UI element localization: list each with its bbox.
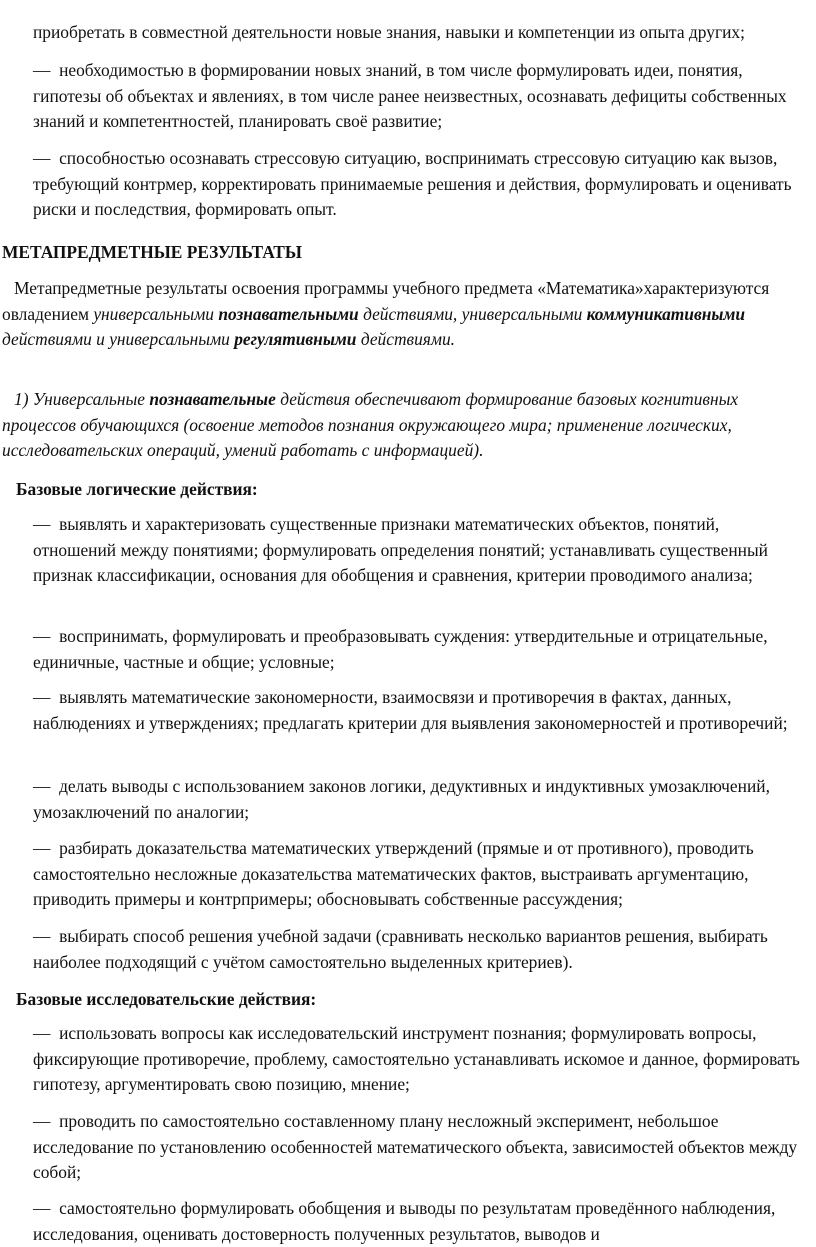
point-paragraph: [2, 387, 806, 464]
list-item: — использовать вопросы как исследовательский инструмент познания; формулировать вопросы, фиксирующие противоречие, проблему, самостоятельно устанавливать искомое и данное, формировать гипотезу, аргументировать свою позицию, мнение;: [33, 1023, 800, 1094]
list-item: — выбирать способ решения учебной задачи (сравнивать несколько вариантов решения, выбирать наиболее подходящий с учётом самостоятельно выделенных критериев).: [33, 926, 768, 972]
intro-italic: действиями, универсальными: [358, 303, 587, 324]
intro-italic: действиями и универсальными: [2, 329, 235, 349]
point-bold-italic: познавательные: [149, 389, 276, 409]
intro-bold-italic: регулятивными: [234, 329, 357, 349]
list-item: — проводить по самостоятельно составленному плану несложный эксперимент, небольшое исследование по установлению особенностей математического объекта, зависимостей объектов между собой;: [33, 1111, 798, 1182]
subheading-logical: Базовые логические действия:: [16, 479, 258, 499]
intro-paragraph: [2, 276, 806, 353]
intro-bold-italic: познавательными: [218, 303, 359, 324]
list-item: — способностью осознавать стрессовую ситуацию, воспринимать стрессовую ситуацию как вызов, требующий контрмер, корректировать принимаемые решения и действия, формулировать и оценивать риски и последствия, формировать опыт.: [33, 148, 792, 219]
point-italic: 1) Универсальные: [14, 389, 150, 409]
intro-text: Метапредметные результаты освоения программы учебного предмета «Математика»характеризуются овладением: [2, 278, 770, 324]
list-item: — самостоятельно формулировать обобщения и выводы по результатам проведённого наблюдения, исследования, оценивать достоверность полученных результатов, выводов и: [33, 1198, 776, 1244]
list-item: — воспринимать, формулировать и преобразовывать суждения: утвердительные и отрицательные, единичные, частные и общие; условные;: [33, 626, 768, 672]
point-italic: действия обеспечивают формирование базовых когнитивных процессов обучающихся (освоение методов познания окружающего мира; применение логических, исследовательских операций, умений работать с информацией).: [2, 389, 739, 460]
list-item: — необходимостью в формировании новых знаний, в том числе формулировать идеи, понятия, гипотезы об объектах и явлениях, в том числе ранее неизвестных, осознавать дефициты собственных знаний и компетентностей, планировать своё развитие;: [33, 60, 787, 131]
intro-italic: действиями.: [356, 329, 456, 349]
intro-bold-italic: коммуникативными: [586, 303, 746, 324]
subheading-research: Базовые исследовательские действия:: [16, 989, 317, 1009]
list-item: — делать выводы с использованием законов логики, дедуктивных и индуктивных умозаключений, умозаключений по аналогии;: [33, 776, 770, 822]
list-item: — выявлять математические закономерности, взаимосвязи и противоречия в фактах, данных, наблюдениях и утверждениях; предлагать критерии для выявления закономерностей и противоречий;: [33, 687, 788, 733]
paragraph-continuation: приобретать в совместной деятельности новые знания, навыки и компетенции из опыта других;: [33, 22, 745, 42]
list-item: — выявлять и характеризовать существенные признаки математических объектов, понятий, отношений между понятиями; формулировать определения понятий; устанавливать существенный признак классификации, основания для обобщения и сравнения, критерии проводимого анализа;: [33, 514, 768, 585]
section-heading: МЕТАПРЕДМЕТНЫЕ РЕЗУЛЬТАТЫ: [2, 242, 302, 262]
intro-italic: универсальными: [93, 303, 219, 324]
list-item: — разбирать доказательства математических утверждений (прямые и от противного), проводить самостоятельно несложные доказательства математических фактов, выстраивать аргументацию, приводить примеры и контрпримеры; обосновывать собственные рассуждения;: [33, 838, 754, 909]
